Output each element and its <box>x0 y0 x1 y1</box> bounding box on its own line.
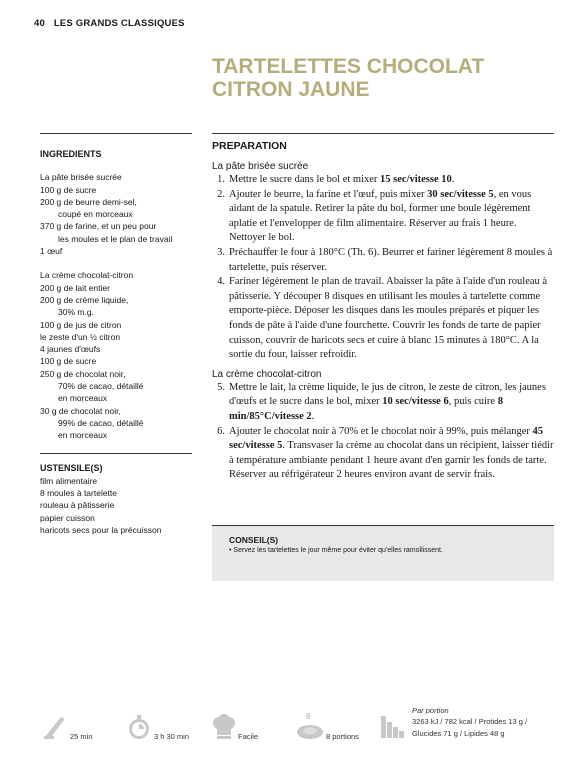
ingredient-text: 200 g de crème liquide, <box>40 294 129 305</box>
ingredient-item <box>40 368 192 405</box>
step-text-part: Mettre le sucre dans le bol et mixer <box>229 174 381 185</box>
step-text <box>229 381 554 425</box>
ingredient-text: 250 g de chocolat noir, <box>40 368 126 379</box>
preparation-step <box>212 425 554 483</box>
ingredient-continuation: les moules et le plan de travail <box>58 233 173 244</box>
preparation-step <box>212 188 554 246</box>
steps-group2 <box>212 381 554 483</box>
ingredient-item <box>40 184 192 196</box>
portions-icon-number: 8 <box>306 712 311 721</box>
step-text-part: Préchauffer le four à 180°C (Th. 6). Beurrer et fariner légèrement 8 moules à tartelette, puis réserver. <box>229 246 553 273</box>
ingredient-item <box>40 220 192 245</box>
preparation-subheading-2: La crème chocolat-citron <box>212 368 322 380</box>
recipe-title <box>212 55 542 101</box>
ingredient-continuation: 30% m.g. <box>58 307 94 318</box>
ingredient-continuation: coupé en morceaux <box>58 209 133 220</box>
chef-hat-icon <box>211 713 237 741</box>
ingredient-item <box>40 319 192 331</box>
conseil-heading: CONSEIL(S) <box>229 535 279 545</box>
ingredient-text: 200 g de beurre demi-sel, <box>40 196 137 207</box>
step-setting: 8 min/85°C/vitesse 2 <box>229 396 503 422</box>
ingredient-item <box>40 245 192 257</box>
ingredient-text: 100 g de sucre <box>40 184 97 195</box>
ingredient-item <box>40 355 192 367</box>
ingredient-item <box>40 294 192 319</box>
preparation-heading: PREPARATION <box>212 140 287 152</box>
recipe-title-line1: TARTELETTES CHOCOLAT <box>212 55 485 78</box>
ustensiles-heading: USTENSILE(S) <box>40 462 103 473</box>
ingredient-text: 100 g de sucre <box>40 356 97 367</box>
step-setting: 30 sec/vitesse 5 <box>427 188 494 200</box>
ingredient-text: La pâte brisée sucrée <box>40 172 122 183</box>
step-number: 5. <box>217 381 225 393</box>
ingredients-group1 <box>40 171 192 257</box>
portions-icon <box>296 712 324 742</box>
difficulty: Facile <box>238 732 259 741</box>
page-header <box>34 18 185 29</box>
knife-icon <box>42 714 68 740</box>
step-text-part: , en vous aidant de la spatule. Retirer la pâte du bol, former une boule légèrement aplatie et l'envelopper de film alimentaire. Réserver au frais 1 heure. Nettoyer le bol. <box>229 188 532 244</box>
page-number: 40 <box>34 18 45 29</box>
nutrition-heading: Par portion <box>412 706 449 715</box>
prep-time: 25 min <box>70 732 93 741</box>
ustensile-item: papier cuisson <box>40 512 95 523</box>
ingredients-group2 <box>40 269 192 441</box>
step-text-part: . Transvaser la crème au chocolat dans un récipient, laisser tiédir à température ambiante pendant 1 heure avant d'en garnir les fonds de tarte. Réserver au réfrigérateur 2 heures environ avant de servir frais. <box>229 440 554 481</box>
step-text-part: . <box>311 410 315 422</box>
recipe-title-line2: CITRON JAUNE <box>212 78 370 101</box>
ingredient-continuation: en morceaux <box>58 393 108 404</box>
ingredient-text: 30 g de chocolat noir, <box>40 405 121 416</box>
ustensile-item: 8 moules à tartelette <box>40 488 118 499</box>
ingredient-item <box>40 269 192 281</box>
ustensile-item: film alimentaire <box>40 475 98 486</box>
step-number: 6. <box>217 425 225 437</box>
recipe-footer <box>0 702 576 752</box>
ingredient-continuation: 70% de cacao, détaillé <box>58 381 144 392</box>
ustensile-item: haricots secs pour la précuisson <box>40 525 162 536</box>
step-text <box>229 246 554 275</box>
ingredients-end-rule <box>40 442 192 454</box>
step-text <box>229 425 554 483</box>
ingredient-item <box>40 405 192 442</box>
step-text-part: , puis cuire <box>448 396 498 408</box>
preparation-step <box>212 173 554 188</box>
ingredient-item <box>40 331 192 343</box>
ustensiles-list <box>40 475 192 536</box>
timer-icon <box>126 713 152 741</box>
ingredient-continuation: en morceaux <box>58 430 108 441</box>
steps-group1 <box>212 173 554 363</box>
nutrition-line1: 3263 kJ / 782 kcal / Protides 13 g / <box>412 717 528 726</box>
conseil-box <box>212 525 554 581</box>
preparation-subheading-1: La pâte brisée sucrée <box>212 161 309 172</box>
step-number: 3. <box>217 246 225 258</box>
total-time: 3 h 30 min <box>154 732 190 741</box>
step-number: 2. <box>217 188 225 200</box>
step-text-part: Ajouter le beurre, la farine et l'œuf, puis mixer <box>229 188 428 200</box>
ingredient-item <box>40 171 192 183</box>
step-text <box>229 188 554 246</box>
ingredient-text: 200 g de lait entier <box>40 282 110 293</box>
preparation-step <box>212 381 554 425</box>
bar-chart-icon <box>380 714 406 740</box>
nutrition-line2: Glucides 71 g / Lipides 48 g <box>412 729 505 738</box>
preparation-section <box>212 133 554 483</box>
step-setting: 10 sec/vitesse 6 <box>382 396 449 408</box>
ingredient-text: La crème chocolat-citron <box>40 270 134 281</box>
ingredient-text: 1 œuf <box>40 246 63 257</box>
conseil-text: • Servez les tartelettes le jour même pour éviter qu'elles ramollissent. <box>229 547 443 554</box>
step-text <box>229 275 554 363</box>
step-text-part: Mettre le lait, la crème liquide, le jus de citron, le zeste de citron, les jaunes d'œufs et le sucre dans le bol, mixer <box>229 381 546 408</box>
ingredient-item <box>40 282 192 294</box>
step-text-part: Fariner légèrement le plan de travail. Abaisser la pâte à l'aide d'un rouleau à pâtisserie. Y découper 8 disques en utilisant les moules à tartelette comme emporte-pièce. Déposer les disques dans les moules préparés et piquer les fonds de pâte à l'aide d'une fourchette. Couvrir les fonds de tarte de papier cuisson, couvrir de haricots secs et cuire à blanc 15 minutes à 180°C. A la sortie du four, laisser refroidir. <box>229 276 548 361</box>
preparation-step <box>212 275 554 363</box>
sidebar <box>40 133 192 536</box>
preparation-step <box>212 246 554 275</box>
step-text <box>229 173 554 188</box>
step-text-part: . <box>451 174 455 185</box>
ingredient-item <box>40 343 192 355</box>
ingredient-text: 370 g de farine, et un peu pour <box>40 221 157 232</box>
ingredient-text: 100 g de jus de citron <box>40 319 122 330</box>
ustensile-item: rouleau à pâtisserie <box>40 500 115 511</box>
ingredient-text: 4 jaunes d'œufs <box>40 344 101 355</box>
step-text-part: Ajouter le chocolat noir à 70% et le chocolat noir à 99%, puis mélanger <box>229 425 533 437</box>
step-setting: 15 sec/vitesse 10 <box>380 174 452 185</box>
section-title: LES GRANDS CLASSIQUES <box>53 18 185 29</box>
ingredient-continuation: 99% de cacao, détaillé <box>58 417 144 428</box>
step-setting: 45 sec/vitesse 5 <box>229 425 544 452</box>
ingredient-item <box>40 196 192 221</box>
step-number: 1. <box>217 174 225 185</box>
step-number: 4. <box>217 276 225 288</box>
portions: 8 portions <box>326 732 359 741</box>
ingredient-text: le zeste d'un ½ citron <box>40 331 121 342</box>
ingredients-heading: INGREDIENTS <box>40 149 102 159</box>
